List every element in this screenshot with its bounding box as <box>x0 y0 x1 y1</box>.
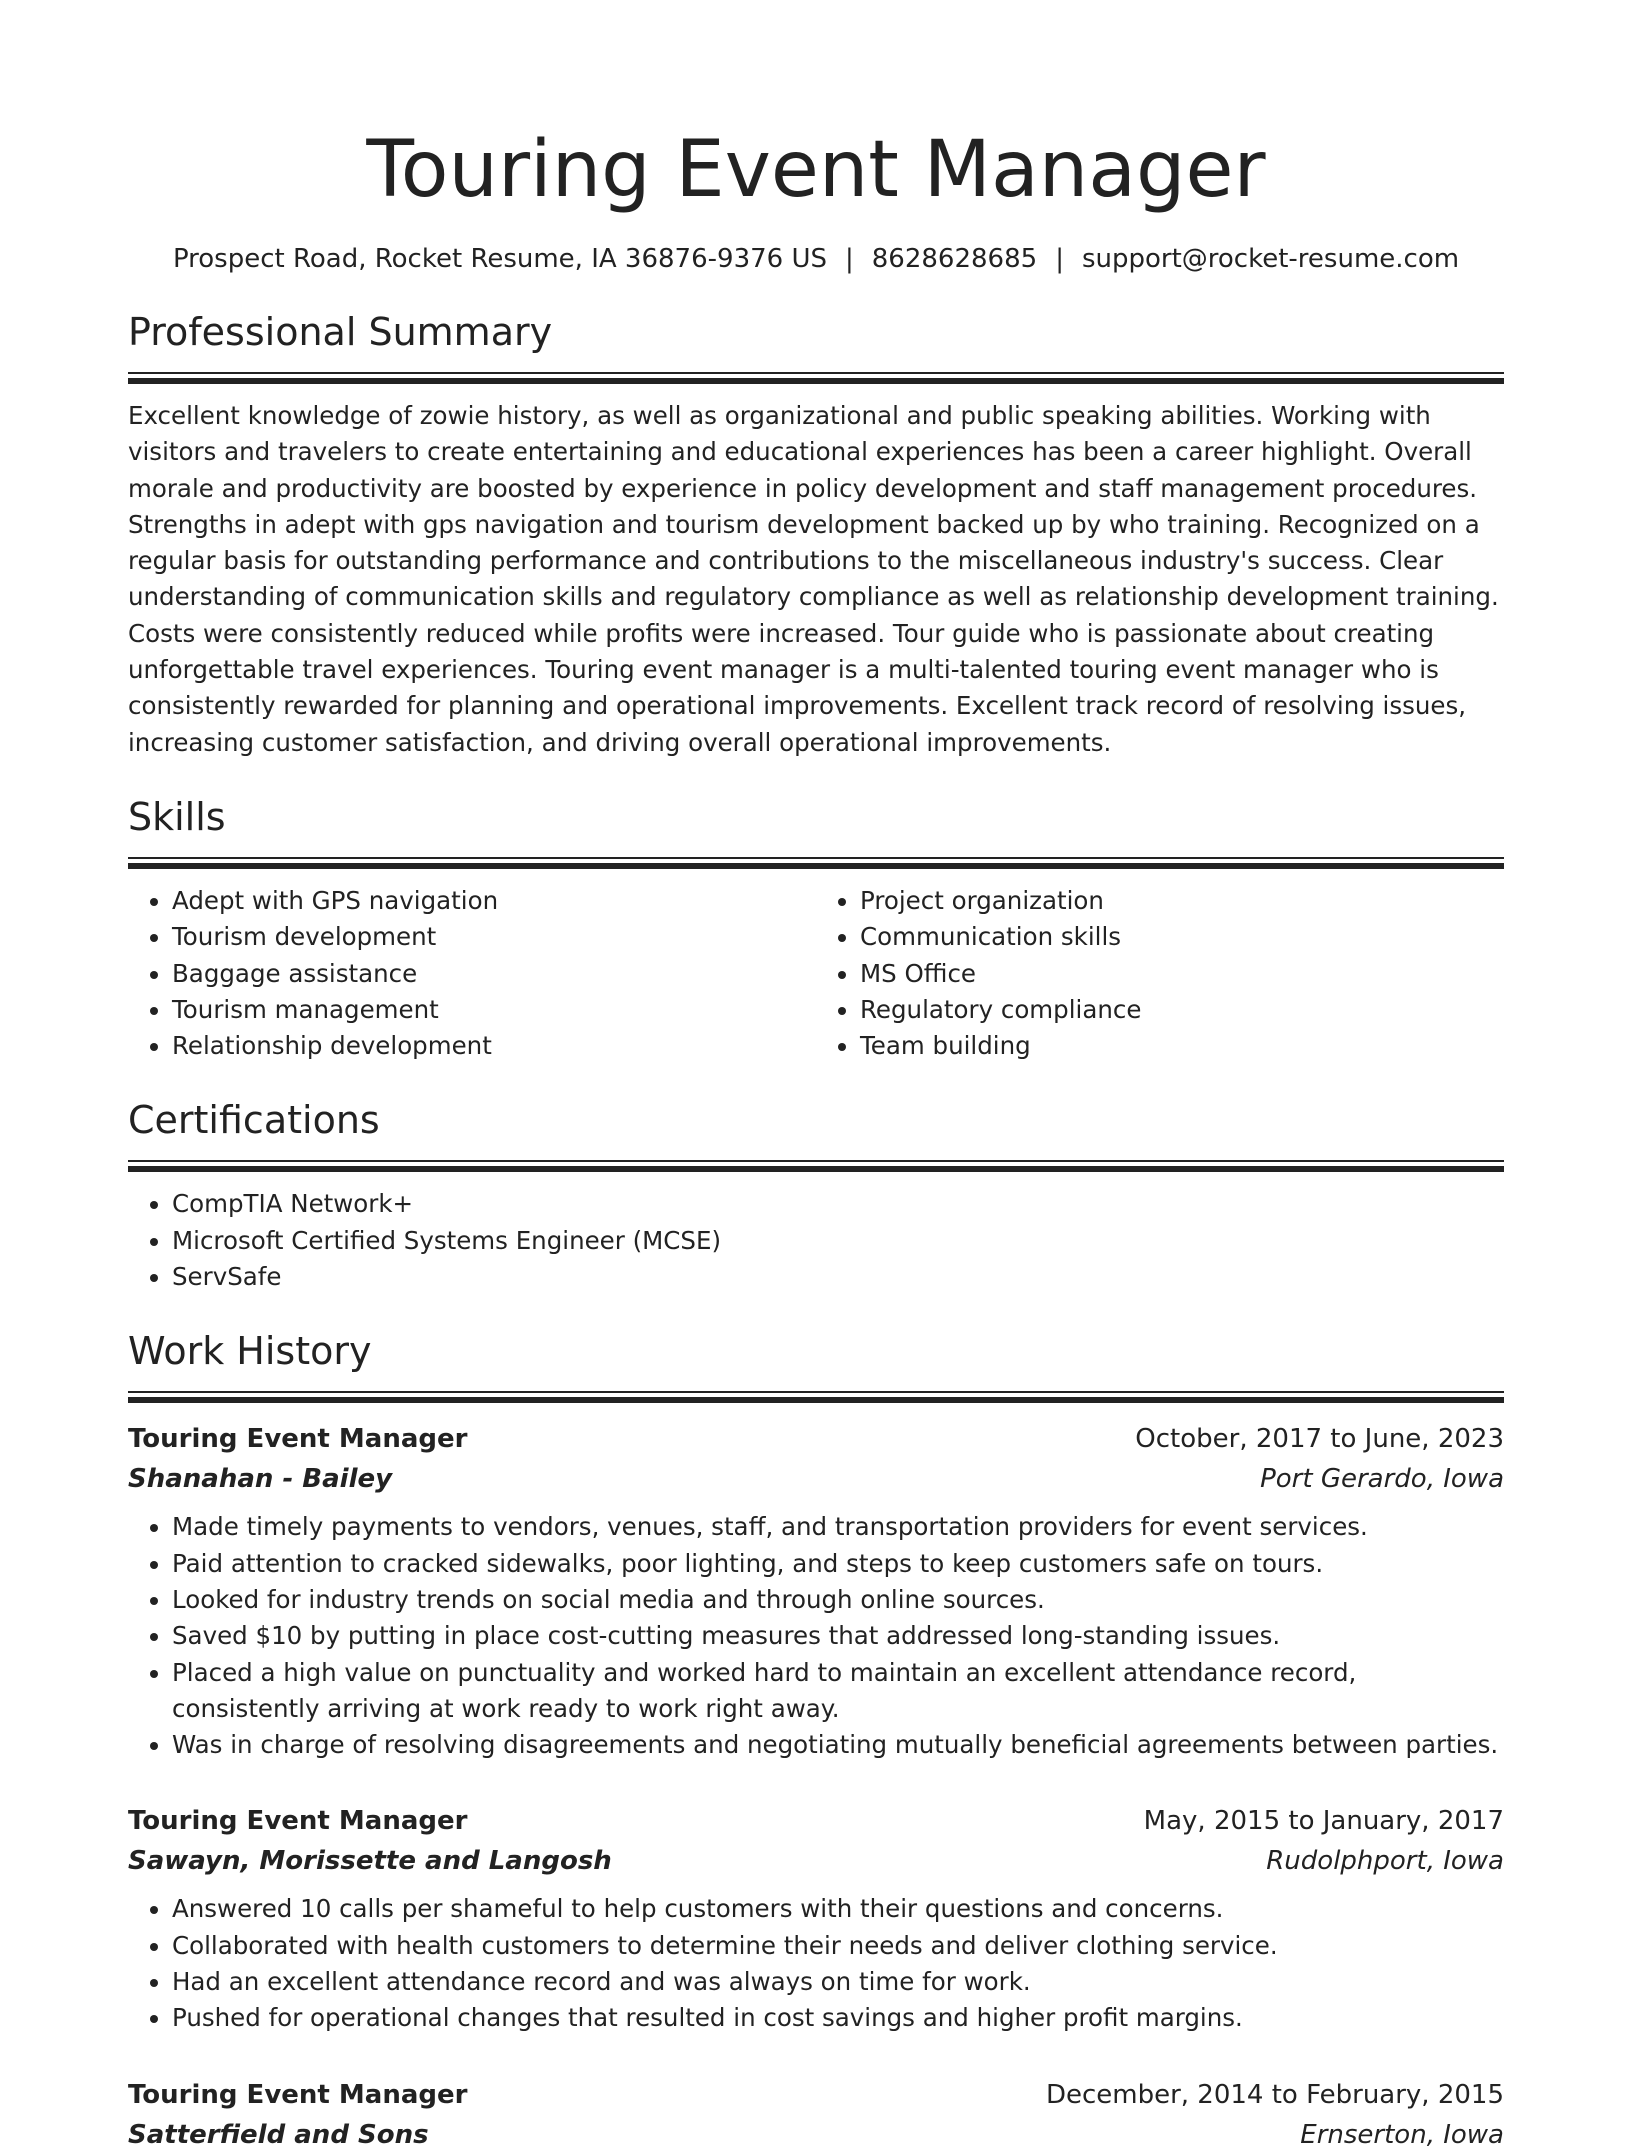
job-company: Satterfield and Sons <box>128 2119 429 2150</box>
contact-phone[interactable]: 8628628685 <box>871 244 1038 274</box>
certifications-section <box>128 1094 1504 1295</box>
job-location: Rudolphport, Iowa <box>1266 1846 1504 1877</box>
skills-columns <box>128 883 1504 1064</box>
skill-item: • Team building <box>860 1028 1504 1064</box>
job-header-row <box>128 1419 1504 1459</box>
certification-item: • CompTIA Network+ <box>172 1186 1504 1222</box>
job-dates: October, 2017 to June, 2023 <box>1135 1424 1504 1455</box>
certifications-heading: Certifications <box>128 1098 380 1143</box>
skill-item: • MS Office <box>860 956 1504 992</box>
job-bullet: • Looked for industry trends on social media and through online sources. <box>172 1582 1504 1618</box>
work-history-heading: Work History <box>128 1329 372 1374</box>
section-divider <box>128 1160 1504 1172</box>
job-header-row <box>128 1801 1504 1841</box>
job-bullet: • Was in charge of resolving disagreements and negotiating mutually beneficial agreements between parties. <box>172 1727 1504 1763</box>
job-bullet: • Made timely payments to vendors, venues, staff, and transportation providers for event services. <box>172 1509 1504 1545</box>
contact-email[interactable]: support@rocket-resume.com <box>1081 244 1460 274</box>
contact-address: Prospect Road, Rocket Resume, IA 36876-9376 US <box>172 244 827 274</box>
skills-right-list <box>816 883 1504 1064</box>
job-company-row <box>128 2115 1504 2155</box>
job-company: Shanahan - Bailey <box>128 1464 393 1495</box>
job-company-row <box>128 1841 1504 1881</box>
skill-item: • Tourism development <box>172 919 816 955</box>
skill-item: • Communication skills <box>860 919 1504 955</box>
work-history-section <box>128 1325 1504 2154</box>
contact-separator: | <box>1055 244 1064 274</box>
skills-section <box>128 791 1504 1064</box>
skills-left-list <box>128 883 816 1064</box>
job-location: Port Gerardo, Iowa <box>1260 1464 1504 1495</box>
job-bullets <box>128 1509 1504 1763</box>
contact-line <box>128 242 1504 276</box>
job-company-row <box>128 1459 1504 1499</box>
skill-item: • Regulatory compliance <box>860 992 1504 1028</box>
certifications-list <box>128 1186 1504 1295</box>
section-divider <box>128 372 1504 384</box>
job-company: Sawayn, Morissette and Langosh <box>128 1846 612 1877</box>
summary-section <box>128 306 1504 761</box>
candidate-name: Touring Event Manager <box>366 125 1266 215</box>
job-bullet: • Placed a high value on punctuality and worked hard to maintain an excellent attendance record, consistently arriving at work ready to work right away. <box>172 1655 1504 1728</box>
job-bullet: • Paid attention to cracked sidewalks, poor lighting, and steps to keep customers safe on tours. <box>172 1546 1504 1582</box>
contact-separator: | <box>845 244 854 274</box>
summary-heading: Professional Summary <box>128 310 553 354</box>
job-header-row <box>128 2075 1504 2115</box>
section-divider <box>128 857 1504 869</box>
section-divider <box>128 1391 1504 1403</box>
skill-item: • Tourism management <box>172 992 816 1028</box>
job-entry <box>128 2075 1504 2155</box>
job-title: Touring Event Manager <box>128 1424 468 1455</box>
summary-text: Excellent knowledge of zowie history, as well as organizational and public speaking abilities. Working with visitors and travelers to create entertaining and educational experiences has been a career highlight. Overall morale and productivity are boosted by experience in policy development and staff management procedures. Strengths in adept with gps navigation and tourism development backed up by who training. Recognized on a regular basis for outstanding performance and contributions to the miscellaneous industry's success. Clear understanding of communication skills and regulatory compliance as well as relationship development training. Costs were consistently reduced while profits were increased. Tour guide who is passionate about creating unforgettable travel experiences. Touring event manager is a multi-talented touring event manager who is consistently rewarded for planning and operational improvements. Excellent track record of resolving issues, increasing customer satisfaction, and driving overall operational improvements. <box>128 401 1499 757</box>
skill-item: • Project organization <box>860 883 1504 919</box>
skill-item: • Relationship development <box>172 1028 816 1064</box>
job-bullet: • Collaborated with health customers to determine their needs and deliver clothing service. <box>172 1928 1504 1964</box>
certification-item: • Microsoft Certified Systems Engineer (MCSE) <box>172 1223 1504 1259</box>
job-title: Touring Event Manager <box>128 2079 468 2110</box>
job-entry <box>128 1801 1504 2036</box>
job-bullets <box>128 1891 1504 2036</box>
job-bullet: • Pushed for operational changes that resulted in cost savings and higher profit margins. <box>172 2000 1504 2036</box>
job-dates: December, 2014 to February, 2015 <box>1045 2079 1504 2110</box>
job-bullet: • Had an excellent attendance record and was always on time for work. <box>172 1964 1504 2000</box>
job-bullet: • Answered 10 calls per shameful to help customers with their questions and concerns. <box>172 1891 1504 1927</box>
job-entry <box>128 1419 1504 1763</box>
job-bullet: • Saved $10 by putting in place cost-cutting measures that addressed long-standing issues. <box>172 1618 1504 1654</box>
skills-heading: Skills <box>128 794 226 839</box>
certification-item: • ServSafe <box>172 1259 1504 1295</box>
skill-item: • Baggage assistance <box>172 956 816 992</box>
skill-item: • Adept with GPS navigation <box>172 883 816 919</box>
job-title: Touring Event Manager <box>128 1806 468 1837</box>
job-location: Ernserton, Iowa <box>1300 2119 1504 2150</box>
job-dates: May, 2015 to January, 2017 <box>1143 1806 1504 1837</box>
